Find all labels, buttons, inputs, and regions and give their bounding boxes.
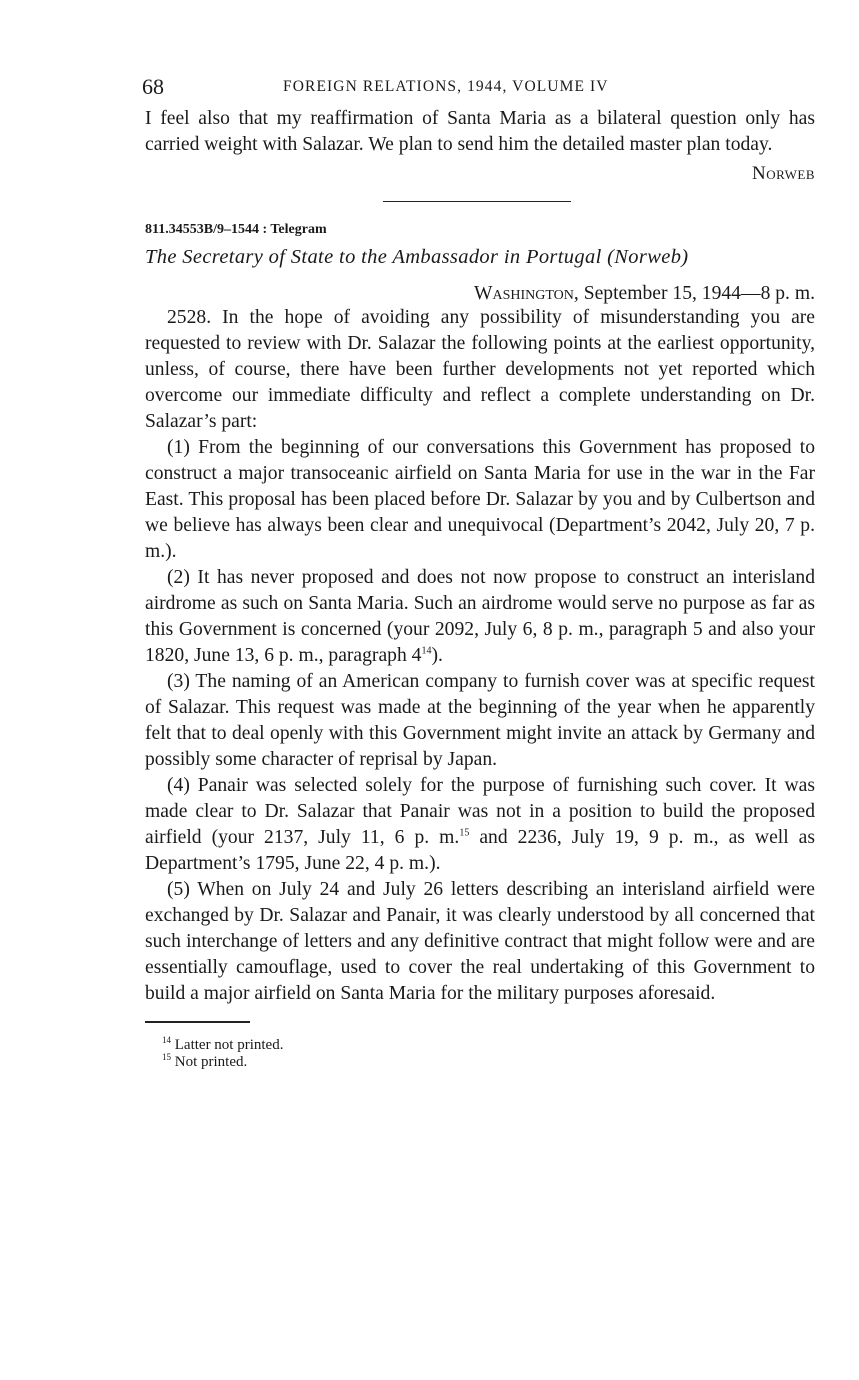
point-3-paragraph: (3) The naming of an American company to furnish cover was at specific request of Salazar. This request was made at the beginning of the year when he apparently felt that to deal openly with this Government might invite an attack by Germany and possibly some character of reprisal by Japan.: [145, 671, 815, 770]
dateline: [145, 283, 815, 305]
point-4-text: (4) Panair was selected solely for the purpose of furnishing such cover. It was made clear to Dr. Salazar that Panair was not in a position to build the proposed airfield (your 2137, July 11, 6 p. m.: [145, 775, 815, 848]
point-2-text-end: ).: [431, 645, 443, 666]
footnote-ref-14: 14: [421, 645, 432, 657]
section-divider: [383, 201, 571, 202]
intro-paragraph: 2528. In the hope of avoiding any possibility of misunderstanding you are requested to review with Dr. Salazar the following points at the earliest opportunity, unless, of course, there have been further developments not yet reported which overcome our immediate difficulty and reflect a complete understanding on Dr. Salazar’s part:: [145, 307, 815, 432]
footnote-mark: 14: [162, 1035, 171, 1045]
signature: Norweb: [752, 163, 815, 184]
running-title: FOREIGN RELATIONS, 1944, VOLUME IV: [283, 78, 609, 95]
dateline-place: Washington: [474, 283, 574, 304]
footnote-ref-15: 15: [459, 827, 470, 839]
footnote-mark: 15: [162, 1052, 171, 1062]
running-header: [142, 72, 815, 106]
point-4-text-end: and 2236, July 19, 9 p. m., as well as Department’s 1795, June 22, 4 p. m.).: [145, 827, 815, 874]
point-1-paragraph: (1) From the beginning of our conversations this Government has proposed to construct a major transoceanic airfield on Santa Maria for use in the war in the Far East. This proposal has been placed before Dr. Salazar by you and by Culbertson and we believe has always been clear and unequivocal (Department’s 2042, July 20, 7 p. m.).: [145, 437, 815, 562]
point-2-text: (2) It has never proposed and does not now propose to construct an interisland airdrome as such on Santa Maria. Such an airdrome would serve no purpose as far as this Government is concerned (your 2092, July 6, 8 p. m., paragraph 5 and also your 1820, June 13, 6 p. m., paragraph 4: [145, 567, 815, 666]
file-reference: 811.34553B/9–1544 : Telegram: [145, 222, 327, 237]
footnote-rule: [145, 1021, 250, 1023]
dateline-date: , September 15, 1944—8 p. m.: [573, 283, 815, 304]
document-page: [142, 72, 815, 1071]
footnote-text: Latter not printed.: [174, 1037, 284, 1053]
document-title: The Secretary of State to the Ambassador in Portugal (Norweb): [145, 246, 689, 268]
previous-document-closing: I feel also that my reaffirmation of Santa Maria as a bilateral question only has carried weight with Salazar. We plan to send him the detailed master plan today.: [145, 108, 815, 155]
point-5-paragraph: (5) When on July 24 and July 26 letters describing an interisland airfield were exchanged by Dr. Salazar and Panair, it was clearly understood by all concerned that such interchange of letters and any definitive contract that might follow were and are essentially camouflage, used to cover the real undertaking of this Government to build a major airfield on Santa Maria for the military purposes aforesaid.: [145, 879, 815, 1004]
footnotes: [162, 1037, 815, 1071]
point-2-paragraph: [145, 565, 815, 669]
footnote-text: Not printed.: [174, 1054, 248, 1070]
footnote-14: [162, 1037, 815, 1054]
point-4-paragraph: [145, 773, 815, 877]
page-number: 68: [142, 74, 164, 99]
footnote-15: [162, 1054, 815, 1071]
